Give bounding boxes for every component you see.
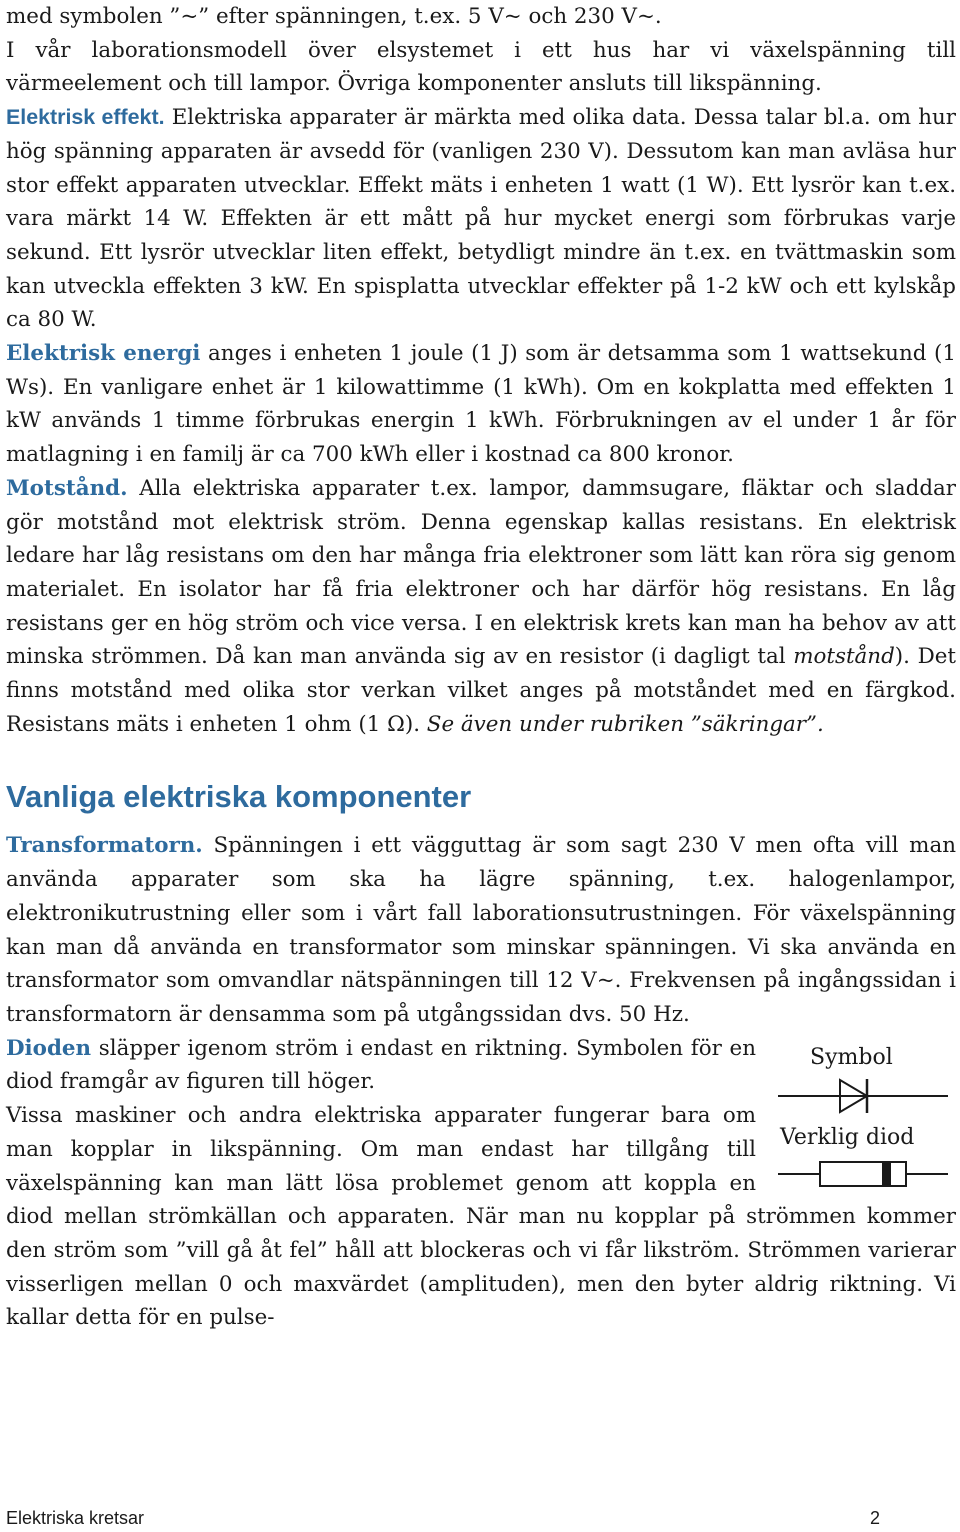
document-page xyxy=(6,0,956,1335)
footer-page-number: 2 xyxy=(870,1508,881,1528)
label-diode: Dioden xyxy=(6,1035,92,1061)
paragraph-electric-energy xyxy=(6,337,956,472)
label-resistance: Motstånd. xyxy=(6,475,128,501)
real-diode-label: Verklig diod xyxy=(780,1124,915,1150)
page-footer xyxy=(6,1508,880,1530)
label-transformer: Transformatorn. xyxy=(6,833,203,859)
text-electric-energy: anges i enheten 1 joule (1 J) som är detsamma som 1 wattsekund (1 Ws). En vanligare enhet är 1 kilowattimme (1 kWh). Om en kokplatta med effekten 1 kW används 1 timme förbrukas energin 1 kWh. Förbrukningen av el under 1 år för matlagning i en familj är ca 700 kWh eller i kostnad ca 800 kronor. xyxy=(6,341,956,468)
real-diode-icon xyxy=(778,1162,948,1186)
symbol-label: Symbol xyxy=(810,1044,893,1070)
paragraph-lab-model: I vår laborationsmodell över elsystemet i ett hus har vi växelspänning till värmeelement och till lampor. Övriga komponenter ansluts till likspänning. xyxy=(6,37,956,97)
label-electric-energy: Elektrisk energi xyxy=(6,341,201,367)
section-heading: Vanliga elektriska komponenter xyxy=(6,779,472,815)
text-resistance-italic: motstånd xyxy=(793,644,895,670)
diode-symbol-icon xyxy=(778,1079,948,1113)
footer-title: Elektriska kretsar xyxy=(6,1508,145,1528)
paragraph-electric-power xyxy=(6,101,956,337)
paragraph-transformer xyxy=(6,829,956,1031)
text-electric-power: Elektriska apparater är märkta med olika data. Dessa talar bl.a. om hur hög spänning apparaten är avsedd för (vanligen 230 V). Dessutom kan man avläsa hur stor effekt apparaten utvecklar. Effekt mäts i enheten 1 watt (1 W). Ett lysrör kan t.ex. vara märkt 14 W. Effekten är ett mått på hur mycket energi som förbrukas varje sekund. Ett lysrör utvecklar liten effekt, betydligt mindre än t.ex. en tvättmaskin som kan utveckla effekten 3 kW. En spisplatta utvecklar effekter på 1-2 kW och ett kylskåp ca 80 W. xyxy=(6,105,956,333)
text-resistance-b: ). Det finns motstånd med olika stor verkan vilket anges på motståndet med en färgkod. Resistans mäts i enheten 1 ohm (1 Ω). xyxy=(6,644,956,737)
paragraph-symbol-note: med symbolen ”~” efter spänningen, t.ex. 5 V~ och 230 V~. xyxy=(6,4,662,29)
text-resistance-see-also: Se även under rubriken ”säkringar”. xyxy=(426,711,824,737)
paragraph-resistance xyxy=(6,472,956,742)
diode-figure xyxy=(770,1032,956,1192)
diode-figure-svg xyxy=(770,1032,956,1192)
text-transformer: Spänningen i ett vägguttag är som sagt 230 V men ofta vill man använda apparater som ska ha lägre spänning, t.ex. halogenlampor, elektronikutrustning eller som i vårt fall laborationsutrustningen. För växelspänning kan man då använda en transformator som minskar spänningen. Vi ska använda en transformator som omvandlar nätspänningen till 12 V~. Frekvensen på ingångssidan i transformatorn är densamma som på utgångssidan dvs. 50 Hz. xyxy=(6,833,956,1027)
text-resistance-a: Alla elektriska apparater t.ex. lampor, dammsugare, fläktar och sladdar gör motstånd mot elektrisk ström. Denna egenskap kallas resistans. En elektrisk ledare har låg resistans om den har många fria elektroner som lätt kan röra sig genom materialet. En isolator har få fria elektroner och har därför hög resistans. En låg resistans ger en hög ström och vice versa. I en elektrisk krets kan man ha behov av att minska strömmen. Då kan man använda sig av en resistor (i dagligt tal xyxy=(6,475,956,670)
text-diode: släpper igenom ström i endast en riktning. Symbolen för en diod framgår av figuren till höger. xyxy=(6,1035,756,1095)
paragraph-rectifier: Vissa maskiner och andra elektriska apparater fungerar bara om man kopplar in likspänning. Om man endast har tillgång till växelspänning kan man lätt lösa problemet genom att koppla en diod mellan strömkällan och apparaten. När man nu kopplar på strömmen kommer den ström som ”vill gå åt fel” håll att blockeras och vi får likström. Strömmen varierar visserligen mellan 0 och maxvärdet (amplituden), men den byter aldrig riktning. Vi kallar detta för en pulse- xyxy=(6,1103,956,1331)
label-electric-power: Elektrisk effekt. xyxy=(6,105,165,130)
